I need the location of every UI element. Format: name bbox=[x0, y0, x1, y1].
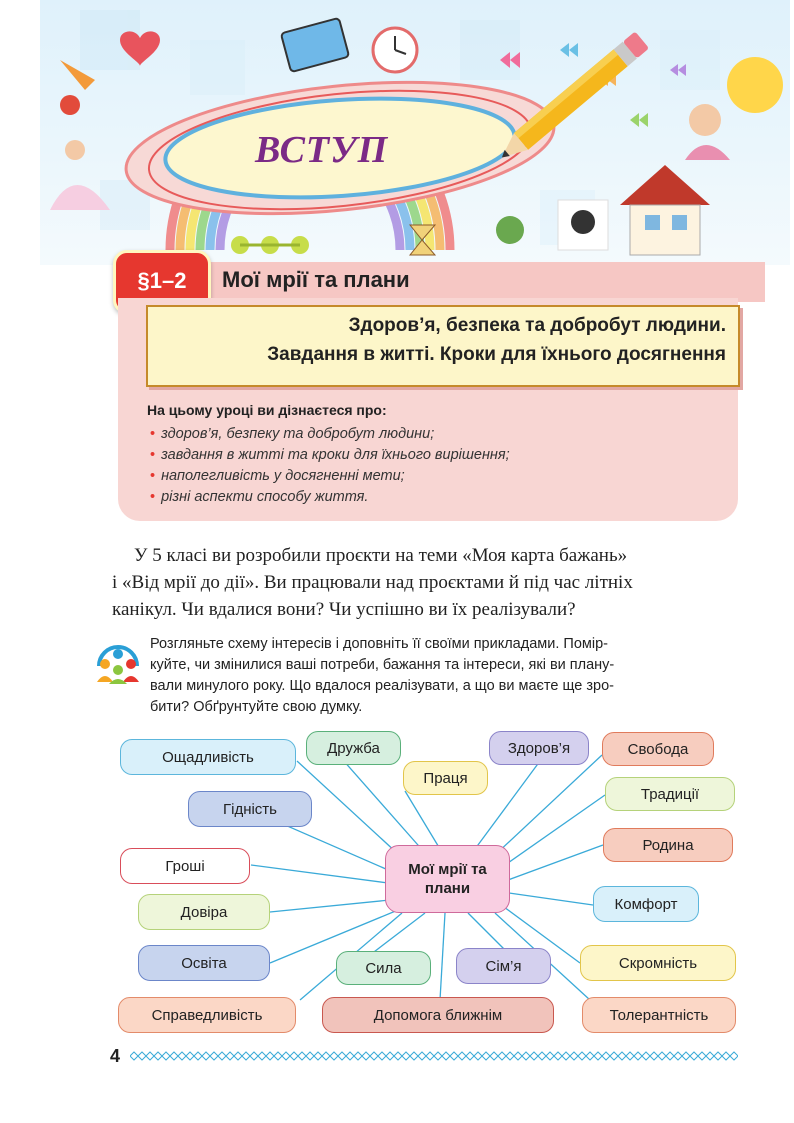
task-line-4: бити? Обґрунтуйте свою думку. bbox=[150, 699, 363, 715]
learn-heading: На цьому уроці ви дізнаєтеся про: bbox=[147, 402, 387, 418]
mindmap-node-dovira: Довіра bbox=[138, 894, 270, 930]
intro-line-1: У 5 класі ви розробили проєкти на теми «Моя карта бажань» bbox=[134, 545, 628, 566]
bullet-icon: • bbox=[150, 426, 156, 442]
group-work-icon bbox=[93, 640, 143, 684]
mindmap-node-tradytsii: Традиції bbox=[605, 777, 735, 811]
task-line-1: Розгляньте схему інтересів і доповніть її своїми прикладами. Помір- bbox=[150, 636, 608, 652]
mindmap-node-hroshi: Гроші bbox=[120, 848, 250, 884]
page-number: 4 bbox=[110, 1046, 121, 1066]
mindmap-node-druzhba: Дружба bbox=[306, 731, 401, 765]
list-item-text: наполегливість у досягненні мети; bbox=[161, 468, 405, 484]
subtitle-line-1: Здоров’я, безпека та добробут людини. bbox=[348, 315, 726, 336]
bullet-icon: • bbox=[150, 468, 156, 484]
list-item-text: завдання в житті та кроки для їхнього вирішення; bbox=[161, 447, 510, 463]
page-title: ВСТУП bbox=[255, 129, 389, 171]
section-number: §1–2 bbox=[137, 268, 187, 293]
mindmap-node-pratsia: Праця bbox=[403, 761, 488, 795]
mindmap-node-zdorovia: Здоров’я bbox=[489, 731, 589, 765]
footer-divider bbox=[130, 1051, 738, 1061]
mindmap-node-skromnist: Скромність bbox=[580, 945, 736, 981]
list-item-text: здоров’я, безпеку та добробут людини; bbox=[161, 426, 435, 442]
mindmap-node-syla: Сила bbox=[336, 951, 431, 985]
subtitle-line-2: Завдання в житті. Кроки для їхнього досягнення bbox=[267, 344, 726, 365]
mindmap-node-simia: Сім’я bbox=[456, 948, 551, 984]
mindmap-center-line-1: Мої мрії та bbox=[408, 861, 487, 878]
intro-line-3: канікул. Чи вдалися вони? Чи успішно ви їх реалізували? bbox=[112, 599, 576, 620]
mindmap-center bbox=[385, 845, 510, 913]
section-bar bbox=[115, 262, 765, 302]
mindmap-node-oshchadlyvist: Ощадливість bbox=[120, 739, 296, 775]
mindmap-center-line-2: плани bbox=[424, 880, 471, 897]
mind-map bbox=[100, 725, 760, 1045]
mindmap-node-spravedlyvist: Справедливість bbox=[118, 997, 296, 1033]
task-line-3: вали минулого року. Що вдалося реалізувати, а що ви маєте ще зро- bbox=[150, 678, 614, 694]
task-line-2: куйте, чи змінилися ваші потреби, бажання та інтереси, які ви плану- bbox=[150, 657, 615, 673]
mindmap-node-rodyna: Родина bbox=[603, 828, 733, 862]
list-item bbox=[150, 468, 405, 484]
header-banner bbox=[40, 0, 790, 265]
list-item bbox=[150, 489, 368, 505]
list-item-text: різні аспекти способу життя. bbox=[161, 489, 369, 505]
section-title: Мої мрії та плани bbox=[222, 267, 410, 292]
mindmap-node-osvita: Освіта bbox=[138, 945, 270, 981]
mindmap-node-svoboda: Свобода bbox=[602, 732, 714, 766]
mindmap-node-komfort: Комфорт bbox=[593, 886, 699, 922]
bullet-icon: • bbox=[150, 489, 156, 505]
mindmap-node-tolerantnist: Толерантність bbox=[582, 997, 736, 1033]
list-item bbox=[150, 426, 434, 442]
mindmap-node-hidnist: Гідність bbox=[188, 791, 312, 827]
list-item bbox=[150, 447, 510, 463]
banner-illustration bbox=[40, 0, 790, 265]
intro-line-2: і «Від мрії до дії». Ви працювали над проєктами й під час літніх bbox=[112, 572, 633, 593]
mindmap-node-dopomoha: Допомога ближнім bbox=[322, 997, 554, 1033]
bullet-icon: • bbox=[150, 447, 156, 463]
